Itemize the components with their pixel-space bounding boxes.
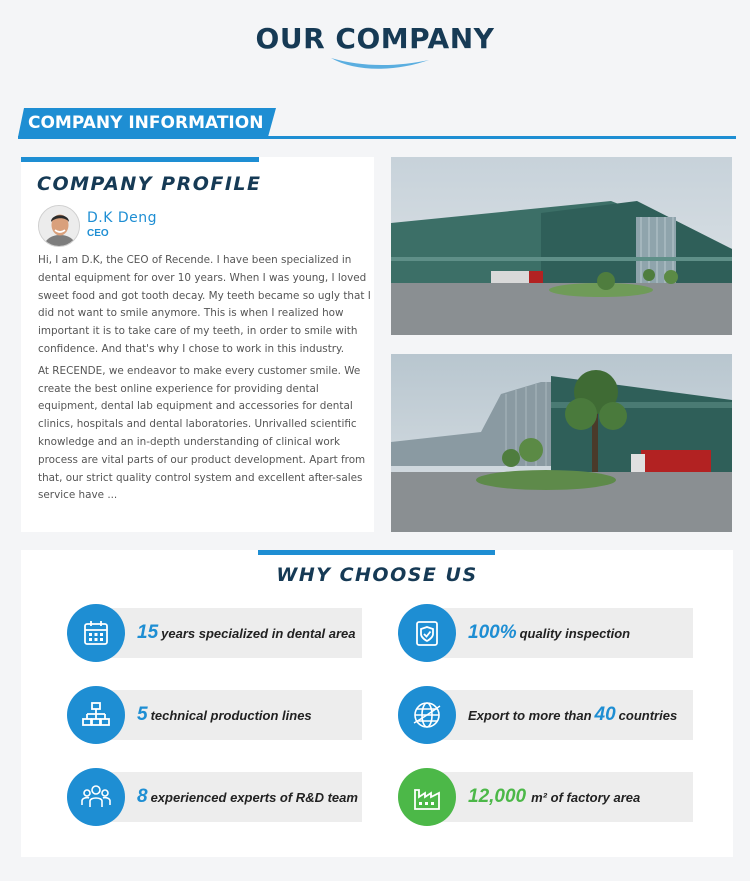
company-profile-card [21,157,374,532]
feature-number: 5 [137,704,148,725]
profile-paragraph: Hi, I am D.K, the CEO of Recende. I have been specialized in dental equipment for over 10 years. When I was young, I loved sweet food and got tooth decay. My teeth became so ugly that I did not want to smile anymore. This is when I realized how important it is to take care of my teeth, in order to smile with confidence. And that's why I chose to work in this industry. [38,254,371,355]
ceo-role: CEO [87,228,109,239]
why-title: WHY CHOOSE US [276,564,478,586]
feature-number: 15 [137,622,159,643]
section-header [18,108,736,140]
feature-number: 8 [137,786,148,807]
feature-item [67,686,362,744]
feature-text: technical production lines [150,707,312,723]
page-title: OUR COMPANY [255,22,495,55]
ceo-name: D.K Deng [87,210,158,226]
avatar [38,205,80,247]
profile-paragraph: At RECENDE, we endeavor to make every customer smile. We create the best online experience for providing dental equipment, dental lab equipment and accessories for dental clinics, hospitals and dental laboratories. Unrivalled scientific knowledge and an in-depth understanding of clinical work process are vital parts of our product development. Apart from that, our strict quality control system and excellent after-sales service have ... [38,364,366,502]
feature-item [67,768,362,826]
feature-item [398,768,693,826]
swoosh-icon [325,54,435,76]
section-title: COMPANY INFORMATION [28,113,264,133]
team-icon [67,768,125,826]
feature-text: experienced experts of R&D team [150,789,358,805]
globe-icon [398,686,456,744]
feature-item [67,604,362,662]
feature-item [398,686,693,744]
feature-text: countries [618,707,678,723]
calendar-icon [67,604,125,662]
feature-number: 40 [594,704,616,725]
feature-text: m² of factory area [531,789,641,805]
why-choose-us-card [21,550,733,857]
shield-check-icon [398,604,456,662]
factory-photo [391,354,732,532]
feature-number: 12,000 [468,786,527,807]
profile-title: COMPANY PROFILE [37,173,262,195]
factory-icon [398,768,456,826]
feature-text: years specialized in dental area [161,625,356,641]
feature-prefix: Export to more than [468,707,592,723]
factory-photo [391,157,732,335]
flowchart-icon [67,686,125,744]
feature-text: quality inspection [519,625,631,641]
feature-number: 100% [468,622,517,643]
feature-item [398,604,693,662]
profile-text [38,252,372,505]
